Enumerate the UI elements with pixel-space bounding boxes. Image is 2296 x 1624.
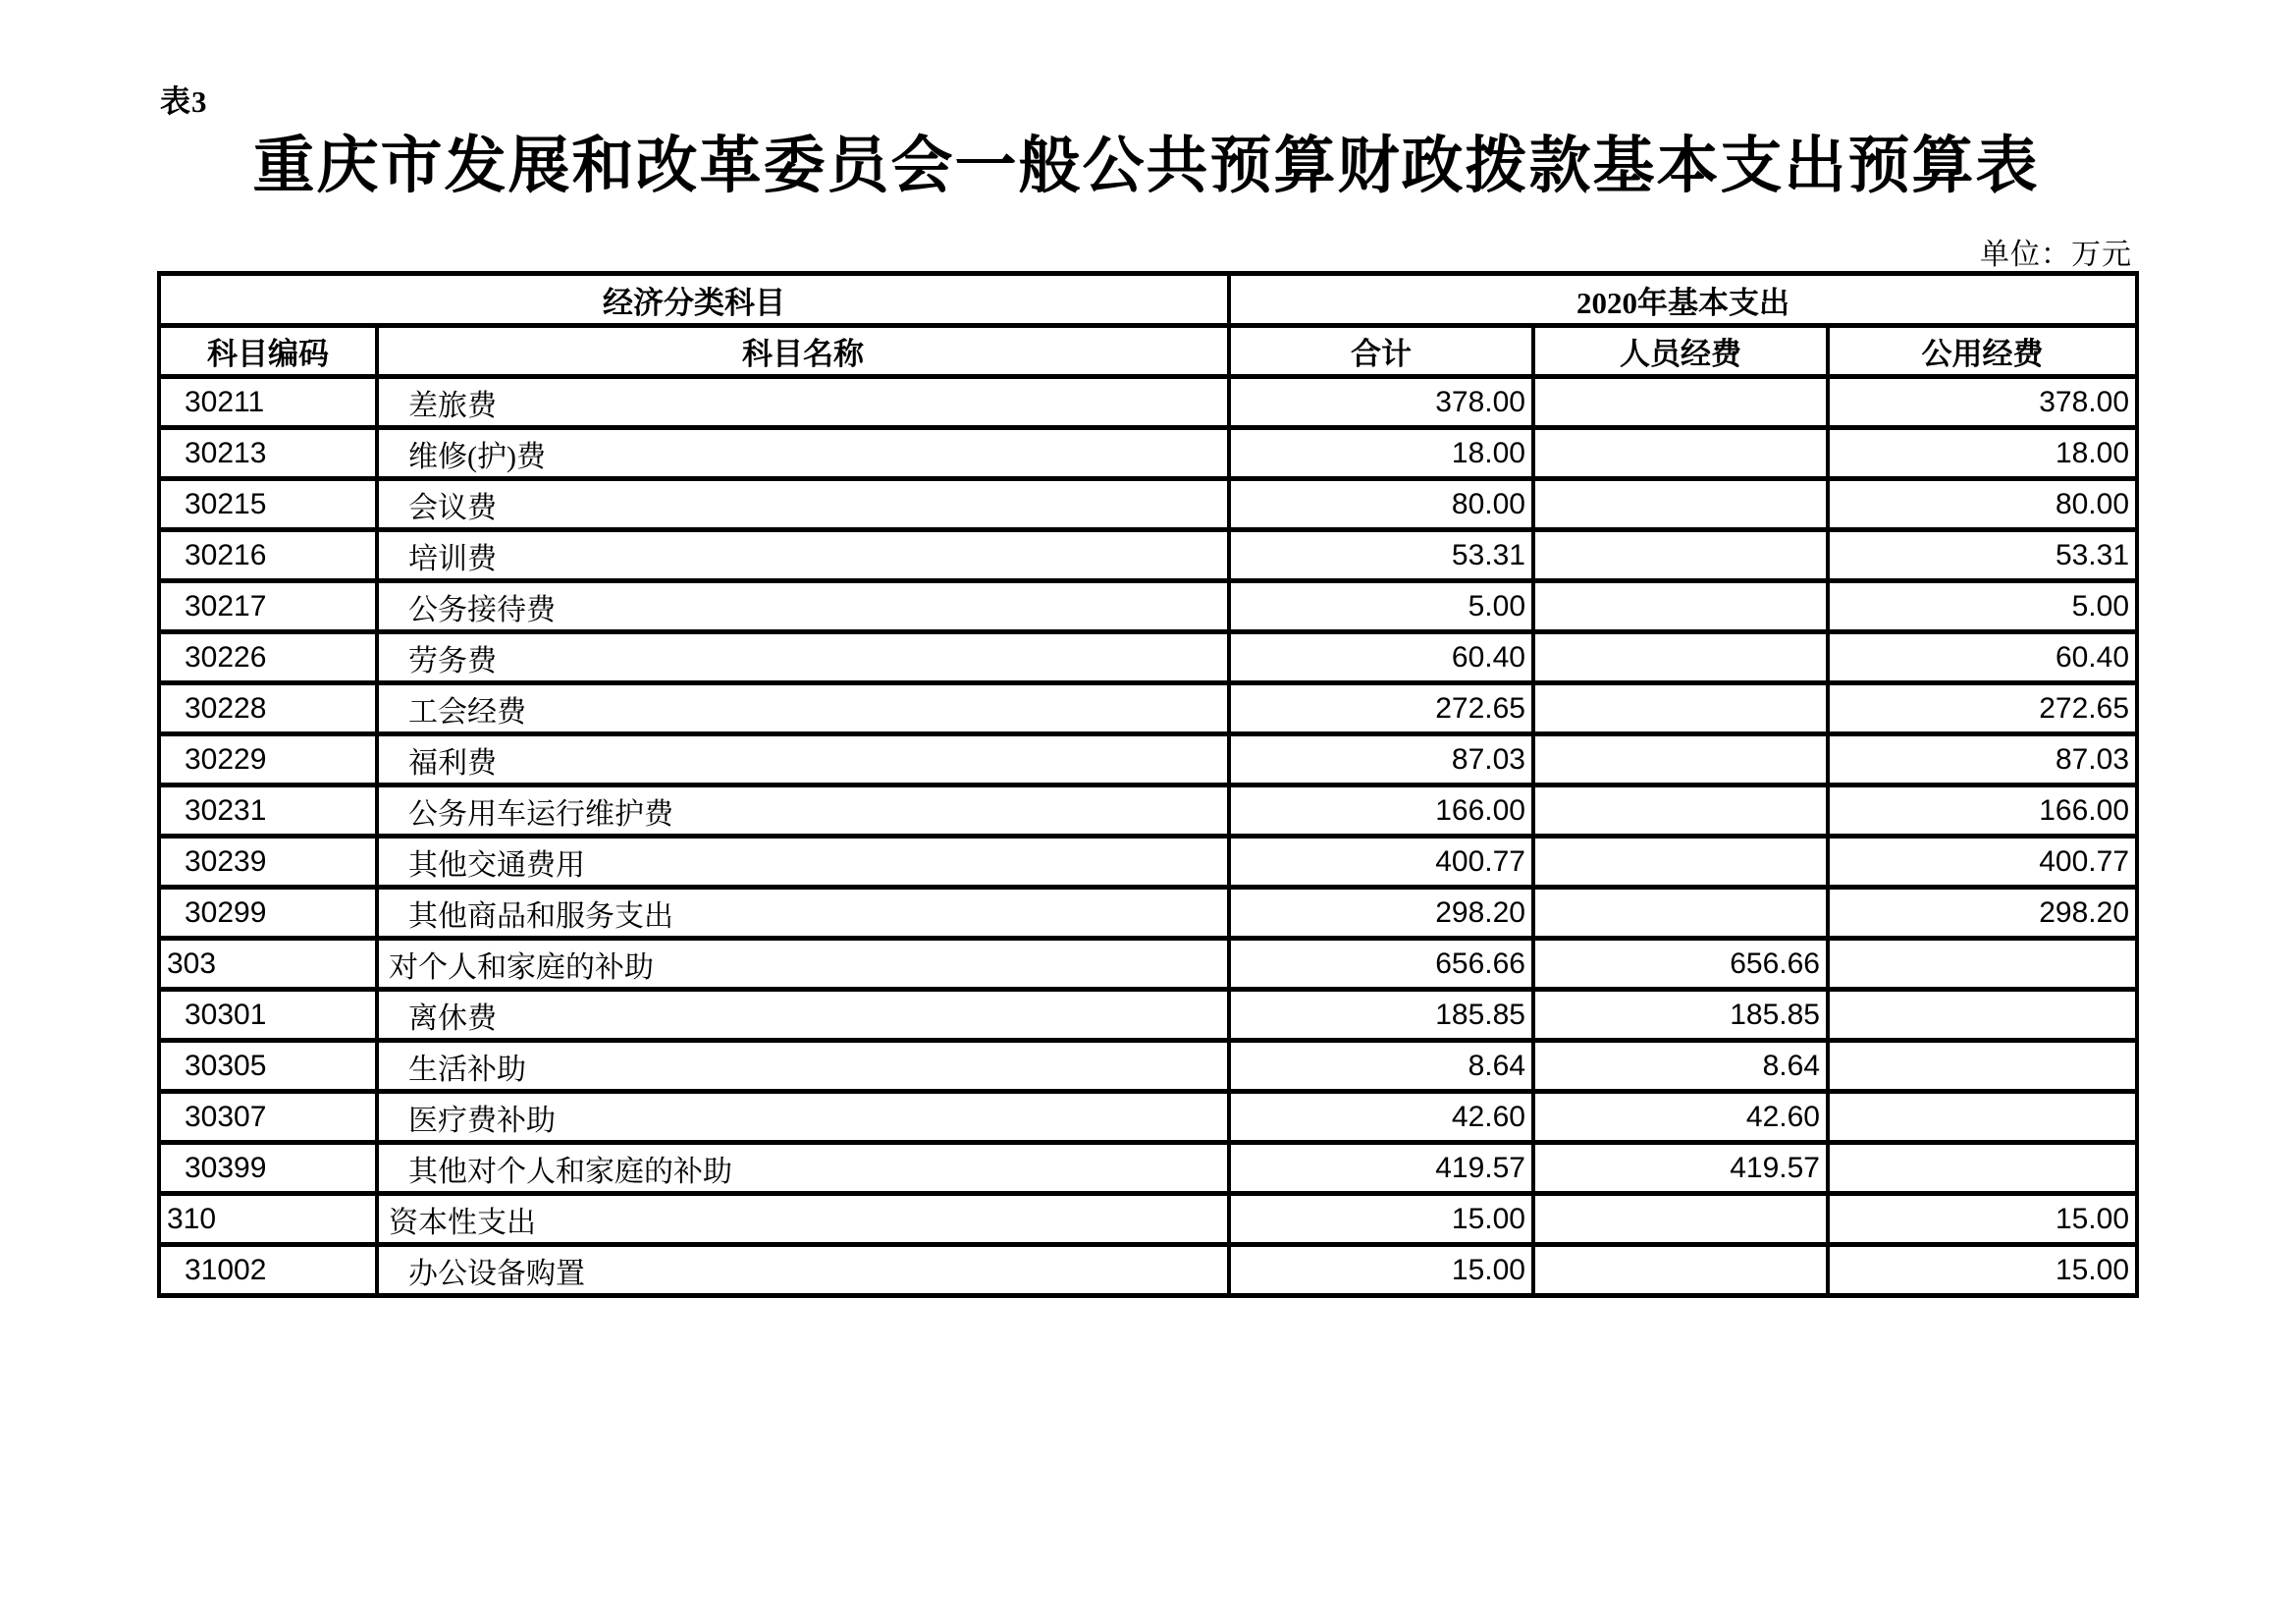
table-row	[159, 1041, 2137, 1092]
public-funds-cell: 5.00	[1828, 581, 2137, 632]
subject-name-cell: 公务用车运行维护费	[377, 785, 1229, 837]
col-header-total: 合计	[1229, 326, 1533, 377]
table-row	[159, 990, 2137, 1041]
budget-table	[157, 271, 2139, 1298]
col-header-subject-name: 科目名称	[377, 326, 1229, 377]
subject-name-cell: 维修(护)费	[377, 428, 1229, 479]
table-row	[159, 939, 2137, 990]
subject-name-cell: 离休费	[377, 990, 1229, 1041]
subject-code-cell: 30211	[159, 377, 377, 428]
total-cell: 5.00	[1229, 581, 1533, 632]
total-cell: 272.65	[1229, 683, 1533, 734]
header-group-row	[159, 274, 2137, 326]
table-row	[159, 1143, 2137, 1194]
unit-note: 单位：万元	[1980, 239, 2132, 271]
table-row	[159, 530, 2137, 581]
col-header-subject-code: 科目编码	[159, 326, 377, 377]
total-cell: 166.00	[1229, 785, 1533, 837]
subject-name-cell: 办公设备购置	[377, 1245, 1229, 1296]
public-funds-cell: 60.40	[1828, 632, 2137, 683]
personnel-funds-cell	[1533, 428, 1828, 479]
subject-name-cell: 其他对个人和家庭的补助	[377, 1143, 1229, 1194]
public-funds-cell: 18.00	[1828, 428, 2137, 479]
personnel-funds-cell: 656.66	[1533, 939, 1828, 990]
subject-code-cell: 30215	[159, 479, 377, 530]
total-cell: 185.85	[1229, 990, 1533, 1041]
personnel-funds-cell	[1533, 1245, 1828, 1296]
col-header-public-funds: 公用经费	[1828, 326, 2137, 377]
subject-name-cell: 福利费	[377, 734, 1229, 785]
header-economic-classification: 经济分类科目	[159, 274, 1229, 326]
personnel-funds-cell: 42.60	[1533, 1092, 1828, 1143]
public-funds-cell: 298.20	[1828, 888, 2137, 939]
personnel-funds-cell: 8.64	[1533, 1041, 1828, 1092]
subject-name-cell: 其他商品和服务支出	[377, 888, 1229, 939]
subject-code-cell: 30229	[159, 734, 377, 785]
personnel-funds-cell	[1533, 530, 1828, 581]
total-cell: 80.00	[1229, 479, 1533, 530]
header-columns-row	[159, 326, 2137, 377]
table-header	[159, 274, 2137, 377]
total-cell: 298.20	[1229, 888, 1533, 939]
table-row	[159, 888, 2137, 939]
total-cell: 656.66	[1229, 939, 1533, 990]
personnel-funds-cell	[1533, 683, 1828, 734]
public-funds-cell: 400.77	[1828, 837, 2137, 888]
col-header-personnel-funds: 人员经费	[1533, 326, 1828, 377]
page-title: 重庆市发展和改革委员会一般公共预算财政拨款基本支出预算表	[252, 132, 2040, 200]
table-row	[159, 479, 2137, 530]
subject-code-cell: 30231	[159, 785, 377, 837]
public-funds-cell: 53.31	[1828, 530, 2137, 581]
subject-code-cell: 310	[159, 1194, 377, 1245]
public-funds-cell: 87.03	[1828, 734, 2137, 785]
personnel-funds-cell: 185.85	[1533, 990, 1828, 1041]
personnel-funds-cell	[1533, 785, 1828, 837]
total-cell: 42.60	[1229, 1092, 1533, 1143]
subject-code-cell: 30226	[159, 632, 377, 683]
table-row	[159, 734, 2137, 785]
total-cell: 400.77	[1229, 837, 1533, 888]
public-funds-cell	[1828, 1143, 2137, 1194]
total-cell: 15.00	[1229, 1194, 1533, 1245]
subject-name-cell: 对个人和家庭的补助	[377, 939, 1229, 990]
subject-name-cell: 其他交通费用	[377, 837, 1229, 888]
personnel-funds-cell	[1533, 479, 1828, 530]
subject-code-cell: 30301	[159, 990, 377, 1041]
public-funds-cell	[1828, 1092, 2137, 1143]
public-funds-cell: 166.00	[1828, 785, 2137, 837]
table-row	[159, 1194, 2137, 1245]
subject-code-cell: 30217	[159, 581, 377, 632]
subject-name-cell: 会议费	[377, 479, 1229, 530]
total-cell: 53.31	[1229, 530, 1533, 581]
subject-code-cell: 30213	[159, 428, 377, 479]
table-body	[159, 377, 2137, 1296]
personnel-funds-cell	[1533, 377, 1828, 428]
personnel-funds-cell	[1533, 888, 1828, 939]
public-funds-cell: 80.00	[1828, 479, 2137, 530]
subject-code-cell: 31002	[159, 1245, 377, 1296]
personnel-funds-cell	[1533, 837, 1828, 888]
public-funds-cell: 15.00	[1828, 1245, 2137, 1296]
subject-name-cell: 医疗费补助	[377, 1092, 1229, 1143]
personnel-funds-cell	[1533, 632, 1828, 683]
subject-name-cell: 劳务费	[377, 632, 1229, 683]
table-row	[159, 428, 2137, 479]
subject-name-cell: 差旅费	[377, 377, 1229, 428]
subject-code-cell: 30299	[159, 888, 377, 939]
subject-code-cell: 30239	[159, 837, 377, 888]
personnel-funds-cell: 419.57	[1533, 1143, 1828, 1194]
page-table-label: 表3	[160, 84, 208, 119]
subject-name-cell: 生活补助	[377, 1041, 1229, 1092]
table-row	[159, 785, 2137, 837]
table-row	[159, 377, 2137, 428]
header-2020-basic-expenditure: 2020年基本支出	[1229, 274, 2137, 326]
subject-code-cell: 30305	[159, 1041, 377, 1092]
public-funds-cell: 378.00	[1828, 377, 2137, 428]
personnel-funds-cell	[1533, 581, 1828, 632]
subject-code-cell: 30307	[159, 1092, 377, 1143]
subject-code-cell: 30399	[159, 1143, 377, 1194]
table-row	[159, 1092, 2137, 1143]
subject-name-cell: 培训费	[377, 530, 1229, 581]
personnel-funds-cell	[1533, 1194, 1828, 1245]
subject-code-cell: 303	[159, 939, 377, 990]
public-funds-cell	[1828, 939, 2137, 990]
subject-name-cell: 公务接待费	[377, 581, 1229, 632]
total-cell: 419.57	[1229, 1143, 1533, 1194]
total-cell: 18.00	[1229, 428, 1533, 479]
subject-code-cell: 30228	[159, 683, 377, 734]
subject-name-cell: 工会经费	[377, 683, 1229, 734]
total-cell: 8.64	[1229, 1041, 1533, 1092]
table-row	[159, 683, 2137, 734]
subject-code-cell: 30216	[159, 530, 377, 581]
total-cell: 378.00	[1229, 377, 1533, 428]
total-cell: 60.40	[1229, 632, 1533, 683]
table-row	[159, 1245, 2137, 1296]
table-row	[159, 632, 2137, 683]
public-funds-cell: 15.00	[1828, 1194, 2137, 1245]
subject-name-cell: 资本性支出	[377, 1194, 1229, 1245]
public-funds-cell	[1828, 990, 2137, 1041]
personnel-funds-cell	[1533, 734, 1828, 785]
table-row	[159, 837, 2137, 888]
public-funds-cell	[1828, 1041, 2137, 1092]
public-funds-cell: 272.65	[1828, 683, 2137, 734]
total-cell: 15.00	[1229, 1245, 1533, 1296]
total-cell: 87.03	[1229, 734, 1533, 785]
table-row	[159, 581, 2137, 632]
